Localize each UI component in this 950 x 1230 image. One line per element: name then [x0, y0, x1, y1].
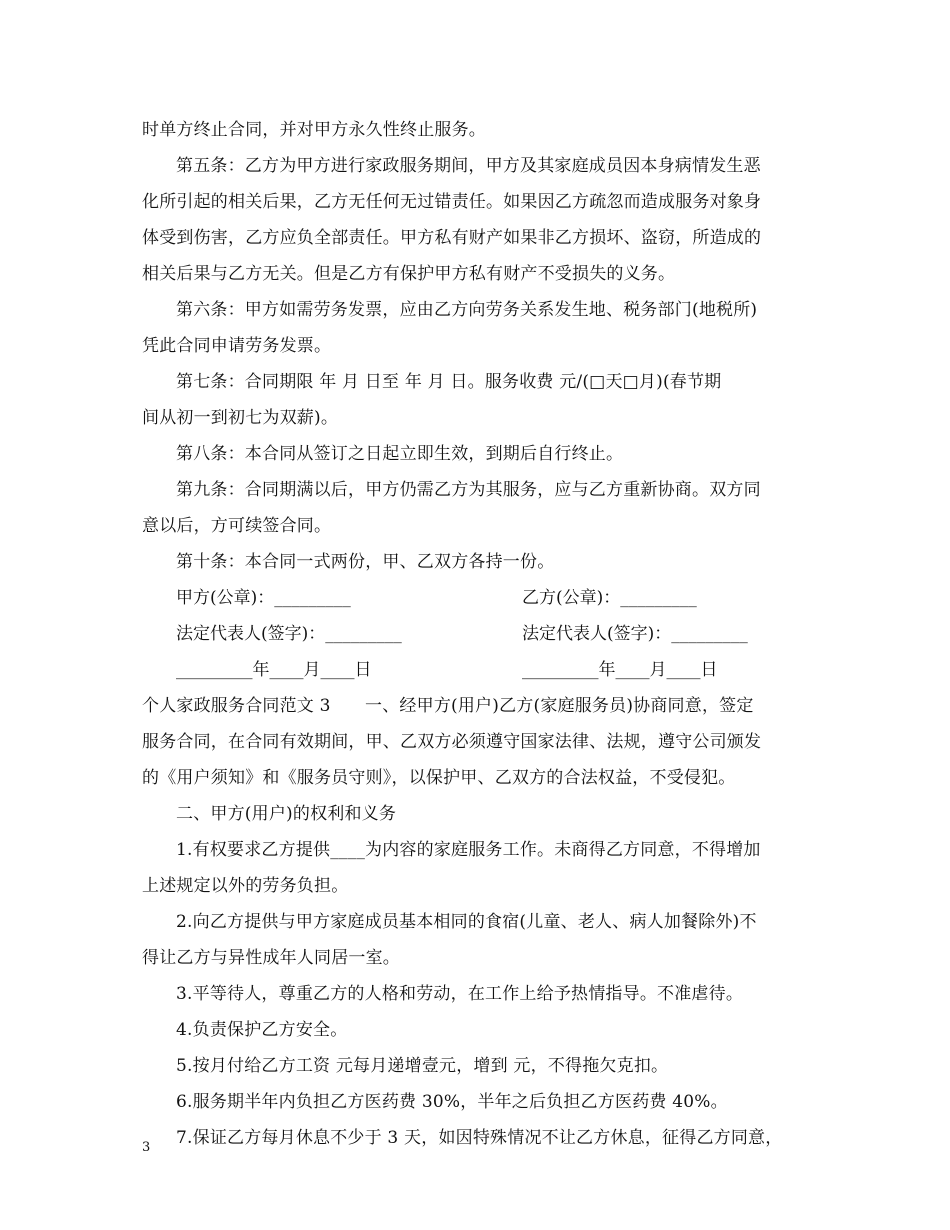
party-b-seal: 乙方(公章)：_________ — [522, 588, 697, 608]
paragraph-line: 体受到伤害，乙方应负全部责任。甲方私有财产如果非乙方损坏、盗窃，所造成的 — [142, 228, 762, 248]
paragraph-line: 5.按月付给乙方工资 元每月递增壹元，增到 元，不得拖欠克扣。 — [176, 1056, 669, 1076]
paragraph-line: 第七条：合同期限 年 月 日至 年 月 日。服务收费 元/(□天□月)(春节期 — [176, 372, 722, 392]
section-heading: 二、甲方(用户)的权利和义务 — [176, 804, 397, 824]
paragraph-line: 上述规定以外的劳务负担。 — [142, 876, 349, 896]
paragraph-line: 4.负责保护乙方安全。 — [176, 1020, 348, 1040]
paragraph-line: 6.服务期半年内负担乙方医药费 30%，半年之后负担乙方医药费 40%。 — [176, 1092, 728, 1112]
party-b-date: _________年____月____日 — [522, 660, 718, 680]
paragraph-line: 服务合同，在合同有效期间，甲、乙双方必须遵守国家法律、法规，遵守公司颁发 — [142, 732, 762, 752]
paragraph-line: 化所引起的相关后果，乙方无任何无过错责任。如果因乙方疏忽而造成服务对象身 — [142, 192, 762, 212]
paragraph-line: 凭此合同申请劳务发票。 — [142, 336, 332, 356]
paragraph-line: 意以后，方可续签合同。 — [142, 516, 332, 536]
paragraph-line: 2.向乙方提供与甲方家庭成员基本相同的食宿(儿童、老人、病人加餐除外)不 — [176, 912, 757, 932]
paragraph-line: 7.保证乙方每月休息不少于 3 天，如因特殊情况不让乙方休息，征得乙方同意， — [176, 1128, 783, 1148]
party-a-representative: 法定代表人(签字)：_________ — [176, 624, 402, 644]
paragraph-line: 1.有权要求乙方提供____为内容的家庭服务工作。未商得乙方同意，不得增加 — [176, 840, 761, 860]
party-b-representative: 法定代表人(签字)：_________ — [522, 624, 748, 644]
paragraph-line: 第九条：合同期满以后，甲方仍需乙方为其服务，应与乙方重新协商。双方同 — [176, 480, 761, 500]
party-a-seal: 甲方(公章)：_________ — [176, 588, 351, 608]
paragraph-line: 时单方终止合同，并对甲方永久性终止服务。 — [142, 120, 486, 140]
paragraph-line: 个人家政服务合同范文 3 一、经甲方(用户)乙方(家庭服务员)协商同意，签定 — [142, 696, 754, 716]
paragraph-line: 间从初一到初七为双薪)。 — [142, 408, 339, 428]
party-a-date: _________年____月____日 — [176, 660, 372, 680]
paragraph-line: 的《用户须知》和《服务员守则》，以保护甲、乙双方的合法权益，不受侵犯。 — [142, 768, 736, 788]
paragraph-line: 第六条：甲方如需劳务发票，应由乙方向劳务关系发生地、税务部门(地税所) — [176, 300, 758, 320]
paragraph-line: 得让乙方与异性成年人同居一室。 — [142, 948, 400, 968]
paragraph-line: 第八条：本合同从签订之日起立即生效，到期后自行终止。 — [176, 444, 624, 464]
paragraph-line: 相关后果与乙方无关。但是乙方有保护甲方私有财产不受损失的义务。 — [142, 264, 676, 284]
paragraph-line: 第五条：乙方为甲方进行家政服务期间，甲方及其家庭成员因本身病情发生恶 — [176, 156, 761, 176]
paragraph-line: 3.平等待人，尊重乙方的人格和劳动，在工作上给予热情指导。不准虐待。 — [176, 984, 744, 1004]
paragraph-line: 第十条：本合同一式两份，甲、乙双方各持一份。 — [176, 552, 555, 572]
page-number: 3 — [142, 1140, 151, 1155]
